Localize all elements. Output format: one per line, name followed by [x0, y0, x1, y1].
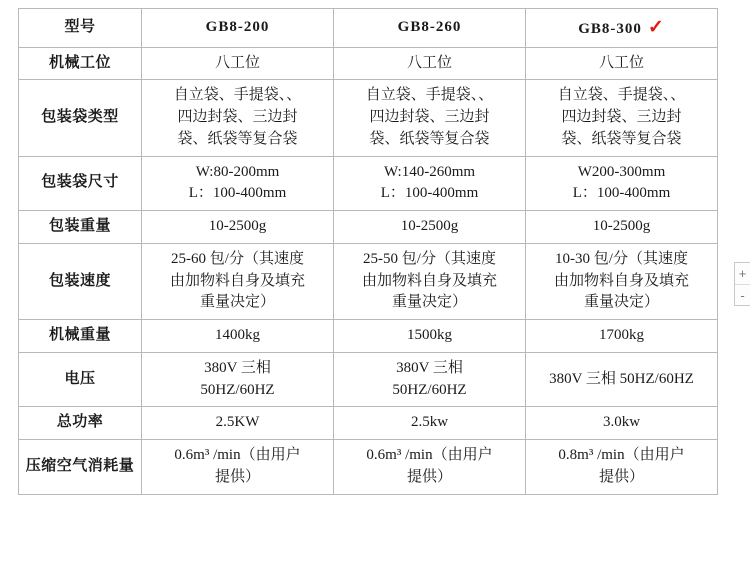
- table-cell: [526, 80, 718, 156]
- cell-line: 3.0kw: [602, 414, 641, 431]
- cell-line: 由加物料自身及填充: [553, 272, 689, 289]
- model-name: GB8-300: [578, 21, 642, 37]
- cell-line: 10-2500g: [400, 218, 459, 235]
- row-label: 总功率: [19, 407, 142, 440]
- table-row: [19, 156, 718, 211]
- cell-line: 四边封袋、三边封: [177, 109, 298, 126]
- cell-line: 重量决定）: [391, 294, 467, 311]
- cell-line: 10-30 包/分（其速度: [555, 250, 688, 267]
- table-cell: [334, 211, 526, 244]
- specification-table-container: [18, 8, 718, 495]
- cell-line: 25-50 包/分（其速度: [363, 250, 496, 267]
- cell-content: [532, 162, 711, 206]
- row-label: 压缩空气消耗量: [19, 440, 142, 495]
- cell-line: 自立袋、手提袋、、: [557, 87, 686, 104]
- cell-content: [532, 249, 711, 314]
- table-cell: [526, 47, 718, 80]
- table-cell: [526, 211, 718, 244]
- cell-line: L：100-400mm: [188, 185, 287, 202]
- table-row: [19, 243, 718, 319]
- cell-line: 自立袋、手提袋、、: [173, 87, 302, 104]
- specification-table: [18, 8, 718, 495]
- table-cell: [142, 80, 334, 156]
- cell-line: 380V 三相: [396, 359, 463, 376]
- cell-line: 重量决定）: [583, 294, 659, 311]
- cell-content: [532, 325, 711, 347]
- table-row: [19, 47, 718, 80]
- cell-line: 由加物料自身及填充: [169, 272, 305, 289]
- model-header: GB8-260: [334, 9, 526, 48]
- table-row: [19, 407, 718, 440]
- cell-line: 袋、纸袋等复合袋: [177, 130, 298, 147]
- table-cell: [142, 440, 334, 495]
- cell-line: 重量决定）: [199, 294, 275, 311]
- cell-line: L：100-400mm: [380, 185, 479, 202]
- cell-content: [532, 445, 711, 489]
- cell-line: 0.6m³ /min（由用户: [174, 447, 301, 464]
- cell-line: 380V 三相 50HZ/60HZ: [549, 370, 694, 387]
- zoom-in-button[interactable]: +: [735, 263, 750, 285]
- cell-content: [148, 85, 327, 150]
- table-cell: [142, 352, 334, 407]
- cell-line: 2.5kw: [410, 414, 449, 431]
- row-label: 包装袋尺寸: [19, 156, 142, 211]
- cell-content: [532, 412, 711, 434]
- row-label: 机械重量: [19, 320, 142, 353]
- zoom-control[interactable]: [734, 262, 750, 306]
- cell-line: 2.5KW: [215, 414, 260, 431]
- table-cell: [334, 80, 526, 156]
- cell-content: [340, 358, 519, 402]
- cell-content: [340, 412, 519, 434]
- cell-line: 10-2500g: [208, 218, 267, 235]
- cell-content: [148, 325, 327, 347]
- table-cell: [526, 440, 718, 495]
- cell-line: 四边封袋、三边封: [369, 109, 490, 126]
- cell-content: [148, 445, 327, 489]
- cell-content: [340, 216, 519, 238]
- cell-line: L：100-400mm: [572, 185, 671, 202]
- table-cell: [334, 156, 526, 211]
- row-label: 机械工位: [19, 47, 142, 80]
- table-cell: [142, 243, 334, 319]
- cell-line: 八工位: [598, 54, 644, 71]
- cell-content: [532, 85, 711, 150]
- cell-content: [148, 53, 327, 75]
- cell-line: 自立袋、手提袋、、: [365, 87, 494, 104]
- model-header: GB8-200: [142, 9, 334, 48]
- cell-content: [148, 162, 327, 206]
- check-icon: ✓: [647, 17, 665, 38]
- table-cell: [142, 156, 334, 211]
- table-row: [19, 320, 718, 353]
- table-cell: [334, 47, 526, 80]
- cell-line: 由加物料自身及填充: [361, 272, 497, 289]
- cell-content: [148, 412, 327, 434]
- cell-line: 1400kg: [215, 327, 260, 344]
- table-cell: [334, 320, 526, 353]
- cell-content: [340, 162, 519, 206]
- table-cell: [526, 243, 718, 319]
- cell-line: 提供）: [598, 468, 644, 485]
- table-cell: [142, 407, 334, 440]
- cell-line: 提供）: [214, 468, 260, 485]
- cell-content: [340, 445, 519, 489]
- table-corner-header: 型号: [19, 9, 142, 48]
- row-label: 包装重量: [19, 211, 142, 244]
- cell-content: [148, 358, 327, 402]
- cell-line: 50HZ/60HZ: [200, 381, 275, 398]
- cell-line: W:80-200mm: [195, 163, 280, 180]
- zoom-out-button[interactable]: -: [740, 288, 745, 303]
- table-cell: [526, 407, 718, 440]
- cell-line: 八工位: [214, 54, 260, 71]
- model-header-selected: [526, 9, 718, 48]
- table-cell: [526, 156, 718, 211]
- cell-line: 四边封袋、三边封: [561, 109, 682, 126]
- table-cell: [142, 211, 334, 244]
- row-label: 包装袋类型: [19, 80, 142, 156]
- cell-line: 袋、纸袋等复合袋: [369, 130, 490, 147]
- table-row: [19, 80, 718, 156]
- table-row: [19, 440, 718, 495]
- table-cell: [142, 320, 334, 353]
- cell-content: [340, 85, 519, 150]
- cell-line: 0.6m³ /min（由用户: [366, 447, 493, 464]
- cell-line: 八工位: [406, 54, 452, 71]
- cell-content: [148, 249, 327, 314]
- cell-line: 1500kg: [407, 327, 452, 344]
- cell-content: [340, 53, 519, 75]
- table-cell: [526, 352, 718, 407]
- table-cell: [526, 320, 718, 353]
- cell-line: 380V 三相: [204, 359, 271, 376]
- table-cell: [334, 352, 526, 407]
- table-cell: [334, 407, 526, 440]
- cell-content: [148, 216, 327, 238]
- table-header-row: [19, 9, 718, 48]
- row-label: 电压: [19, 352, 142, 407]
- cell-line: 25-60 包/分（其速度: [171, 250, 304, 267]
- cell-content: [340, 249, 519, 314]
- table-row: [19, 352, 718, 407]
- cell-content: [340, 325, 519, 347]
- table-cell: [142, 47, 334, 80]
- cell-content: [532, 216, 711, 238]
- cell-line: 50HZ/60HZ: [392, 381, 467, 398]
- table-body: [19, 9, 718, 495]
- cell-content: [532, 53, 711, 75]
- table-row: [19, 211, 718, 244]
- cell-line: W:140-260mm: [383, 163, 476, 180]
- cell-line: 10-2500g: [592, 218, 651, 235]
- cell-content: [532, 369, 711, 391]
- row-label: 包装速度: [19, 243, 142, 319]
- cell-line: 袋、纸袋等复合袋: [561, 130, 682, 147]
- table-cell: [334, 440, 526, 495]
- cell-line: 提供）: [406, 468, 452, 485]
- cell-line: W200-300mm: [577, 163, 666, 180]
- cell-line: 0.8m³ /min（由用户: [558, 447, 685, 464]
- table-cell: [334, 243, 526, 319]
- cell-line: 1700kg: [599, 327, 644, 344]
